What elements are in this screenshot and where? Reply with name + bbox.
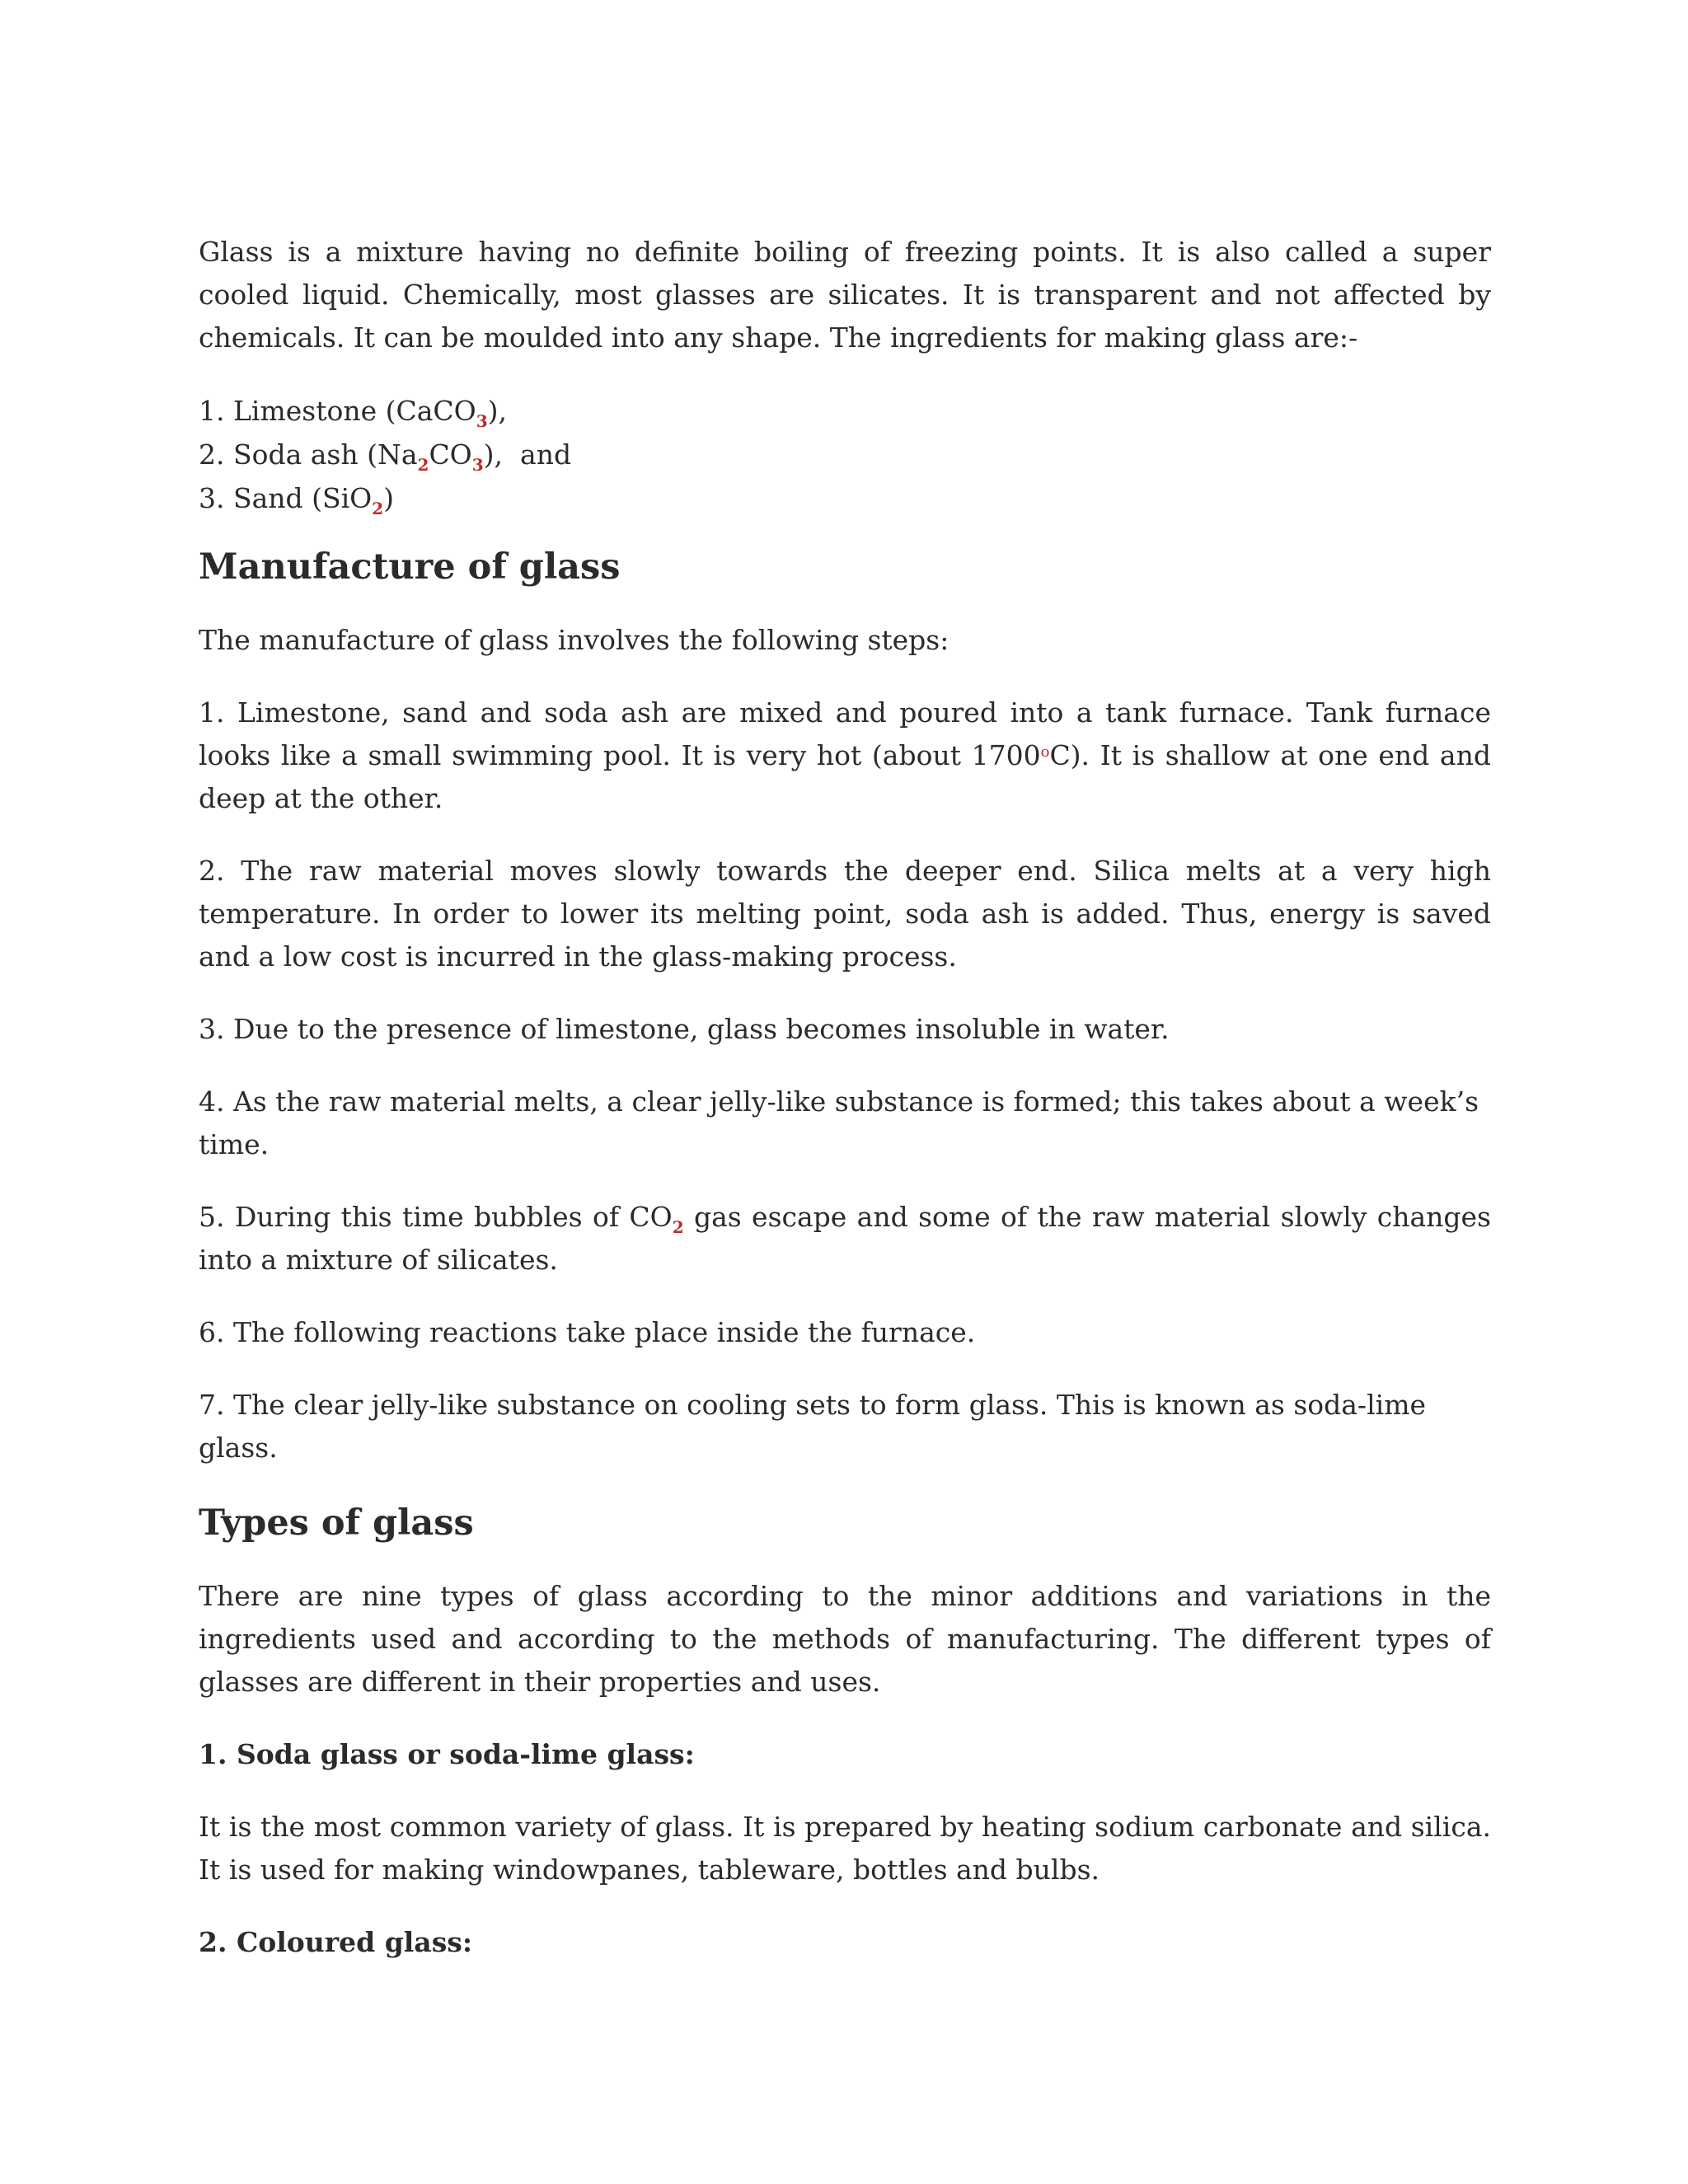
ingredient-soda-ash: 2. Soda ash $(Na_2CO_3)$, and bbox=[199, 438, 572, 475]
step-5: 5. During this time bubbles of $CO_2$ gas escape and some of the raw material slowly changes into a mixture of silicates. bbox=[199, 1201, 1491, 1276]
soda-glass-heading: 1. Soda glass or soda-lime glass: bbox=[199, 1738, 695, 1770]
soda-glass-text: It is the most common variety of glass. It is prepared by heating sodium carbonate and silica. It is used for making windowpanes, tableware, bottles and bulbs. bbox=[199, 1811, 1491, 1886]
ingredient-limestone: 1. Limestone (CaCO$_3$), bbox=[199, 395, 507, 431]
types-intro: There are nine types of glass according to the minor additions and variations in the ingredients used and according to the methods of manufacturing. The different types of glasses are different in their properties and uses. bbox=[199, 1580, 1491, 1698]
coloured-glass-heading: 2. Coloured glass: bbox=[199, 1926, 473, 1958]
step-2: 2. The raw material moves slowly towards the deeper end. Silica melts at a very high temperature. In order to lower its melting point, soda ash is added. Thus, energy is saved and a low cost is incurred in the glass-making process. bbox=[199, 855, 1491, 972]
step-3: 3. Due to the presence of limestone, glass becomes insoluble in water. bbox=[199, 1013, 1170, 1045]
ingredient-sand: 3. Sand (SiO$_2$) bbox=[199, 482, 395, 518]
step-1: 1. Limestone, sand and soda ash are mixed and poured into a tank furnace. Tank furnace looks like a small swimming pool. It is very hot (about 1700$^o$C). It is shallow at one end and deep at the other. bbox=[199, 696, 1491, 814]
ingredients-list bbox=[199, 389, 1491, 520]
document-page bbox=[199, 231, 1491, 1994]
step-7: 7. The clear jelly-like substance on cooling sets to form glass. This is known as soda-lime glass. bbox=[199, 1389, 1427, 1464]
step-4: 4. As the raw material melts, a clear jelly-like substance is formed; this takes about a week’s time. bbox=[199, 1085, 1479, 1160]
types-heading: Types of glass bbox=[199, 1502, 474, 1544]
manufacture-lead: The manufacture of glass involves the following steps: bbox=[199, 624, 950, 656]
step-6: 6. The following reactions take place inside the furnace. bbox=[199, 1316, 976, 1348]
manufacture-heading: Manufacture of glass bbox=[199, 546, 621, 588]
intro-paragraph: Glass is a mixture having no definite boiling of freezing points. It is also called a super cooled liquid. Chemically, most glasses are silicates. It is transparent and not affected by chemicals. It can be moulded into any shape. The ingredients for making glass are:- bbox=[199, 236, 1491, 354]
